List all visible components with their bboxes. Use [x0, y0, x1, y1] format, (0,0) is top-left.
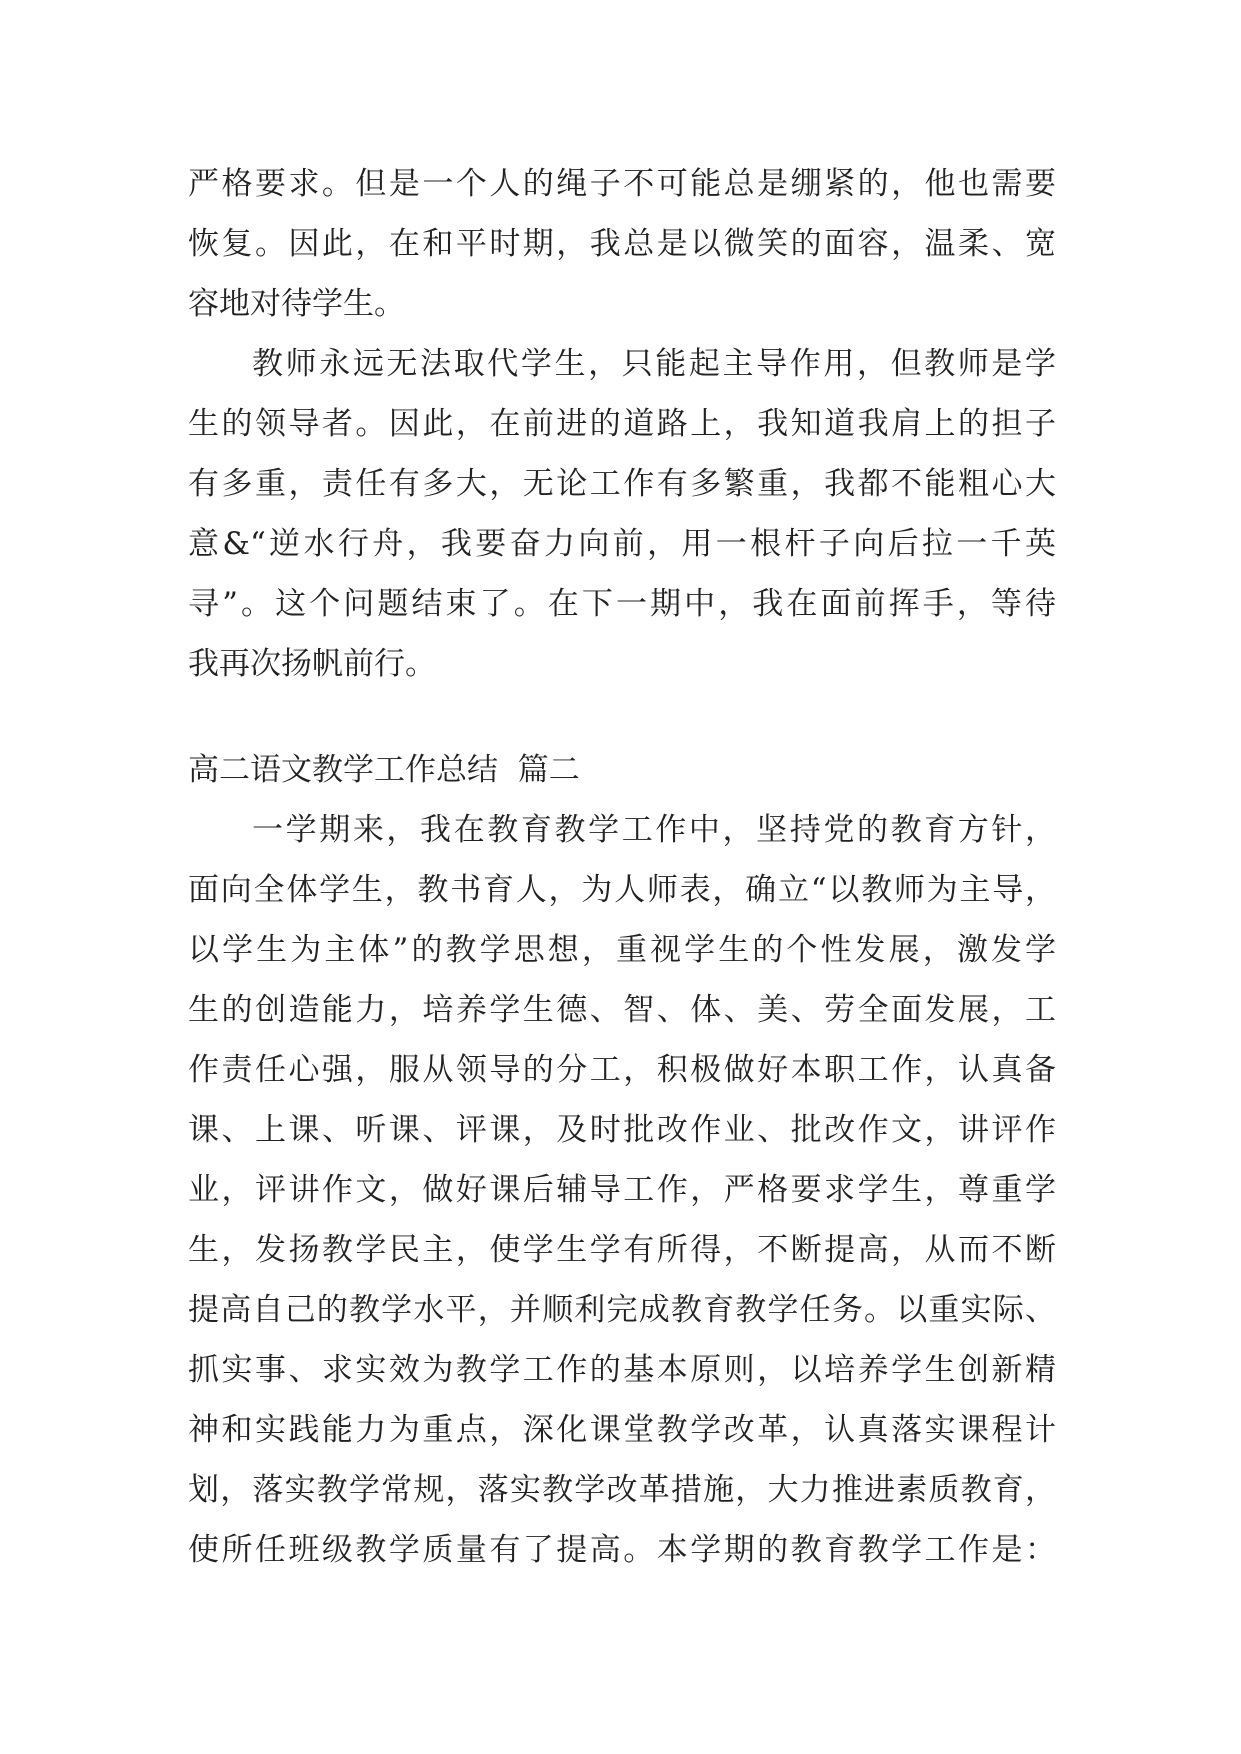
text-line: 课、上课、听课、评课，及时批改作业、批改作文，讲评作	[188, 1112, 1056, 1148]
text-line: 抓实事、求实效为教学工作的基本原则，以培养学生创新精	[188, 1352, 1056, 1388]
text-line: 有多重，责任有多大，无论工作有多繁重，我都不能粗心大	[188, 466, 1056, 502]
text-line: 面向全体学生，教书育人，为人师表，确立“以教师为主导，	[188, 872, 1056, 908]
text-line: 我再次扬帆前行。	[188, 646, 436, 682]
text-line: 业，评讲作文，做好课后辅导工作，严格要求学生，尊重学	[188, 1172, 1056, 1208]
text-line: 神和实践能力为重点，深化课堂教学改革，认真落实课程计	[188, 1412, 1056, 1448]
text-line: 恢复。因此，在和平时期，我总是以微笑的面容，温柔、宽	[188, 226, 1056, 262]
text-line: 划，落实教学常规，落实教学改革措施，大力推进素质教育，	[188, 1472, 1056, 1508]
text-line: 寻”。这个问题结束了。在下一期中，我在面前挥手，等待	[188, 586, 1056, 622]
text-line: 生，发扬教学民主，使学生学有所得，不断提高，从而不断	[188, 1232, 1056, 1268]
text-line: 提高自己的教学水平，并顺利完成教育教学任务。以重实际、	[188, 1292, 1056, 1328]
paragraph	[188, 334, 1056, 694]
text-line: 容地对待学生。	[188, 286, 405, 322]
text-line: 严格要求。但是一个人的绳子不可能总是绷紧的，他也需要	[188, 166, 1056, 202]
paragraph	[188, 800, 1056, 1580]
text-line: 教师永远无法取代学生，只能起主导作用，但教师是学	[252, 346, 1056, 382]
paragraph	[188, 154, 1056, 334]
text-line: 生的创造能力，培养学生德、智、体、美、劳全面发展，工	[188, 992, 1056, 1028]
text-line: 一学期来，我在教育教学工作中，坚持党的教育方针，	[252, 812, 1056, 848]
text-line: 使所任班级教学质量有了提高。本学期的教育教学工作是：	[188, 1532, 1056, 1568]
text-line: 生的领导者。因此，在前进的道路上，我知道我肩上的担子	[188, 406, 1056, 442]
text-line: 意&“逆水行舟，我要奋力向前，用一根杆子向后拉一千英	[188, 526, 1056, 562]
text-line: 以学生为主体”的教学思想，重视学生的个性发展，激发学	[188, 932, 1056, 968]
text-line: 作责任心强，服从领导的分工，积极做好本职工作，认真备	[188, 1052, 1056, 1088]
document-body	[188, 154, 1056, 1580]
section-heading: 高二语文教学工作总结 篇二	[188, 752, 580, 788]
